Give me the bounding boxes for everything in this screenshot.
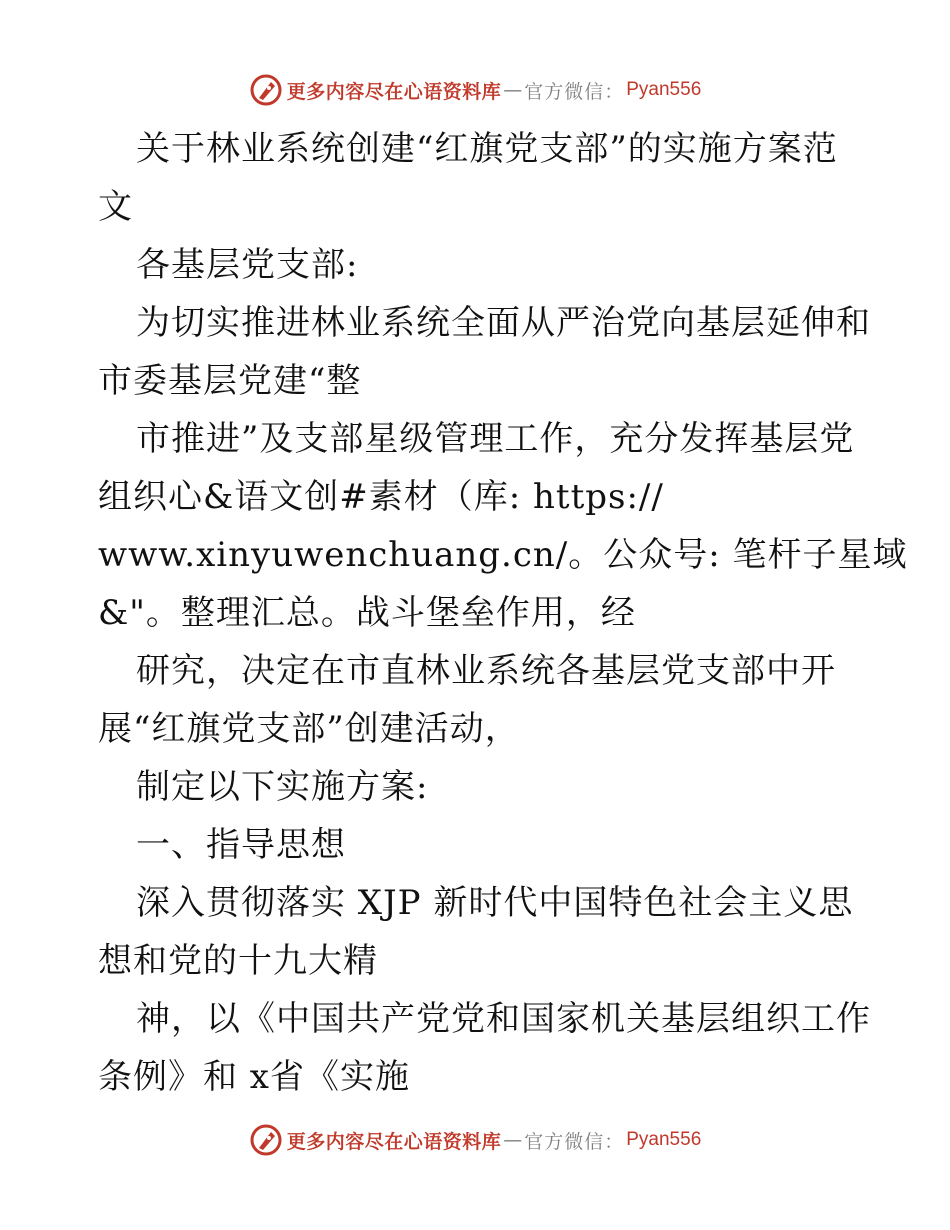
salutation: 各基层党支部: bbox=[136, 245, 359, 285]
watermark-site-text: 更多内容尽在心语资料库 bbox=[286, 1130, 502, 1153]
footer-watermark bbox=[0, 1120, 950, 1160]
paragraph-line: 条例》和 x省《实施 bbox=[98, 1057, 410, 1097]
watermark-official-text: 官方微信： bbox=[524, 80, 625, 103]
pen-nib-circle-icon bbox=[249, 73, 283, 107]
header-watermark bbox=[0, 70, 950, 110]
paragraph-line: 为切实推进林业系统全面从严治党向基层延伸和 bbox=[136, 303, 871, 343]
watermark-official-text: 官方微信： bbox=[524, 1130, 625, 1153]
pen-nib-circle-icon bbox=[249, 1123, 283, 1157]
paragraph-line: 市委基层党建“整 bbox=[98, 361, 362, 401]
watermark-wechat-id: Pyan556 bbox=[626, 79, 702, 100]
watermark-wechat-id: Pyan556 bbox=[626, 1129, 702, 1150]
document-title-line-1: 关于林业系统创建“红旗党支部”的实施方案范 bbox=[136, 129, 838, 169]
watermark-dash: — bbox=[503, 1129, 523, 1151]
paragraph-line: 研究，决定在市直林业系统各基层党支部中开 bbox=[136, 651, 836, 691]
document-body bbox=[98, 120, 908, 1106]
watermark-site-text: 更多内容尽在心语资料库 bbox=[286, 80, 502, 103]
paragraph-line: 神，以《中国共产党党和国家机关基层组织工作 bbox=[136, 999, 871, 1039]
section-heading: 一、指导思想 bbox=[136, 825, 346, 865]
paragraph-line: 市推进”及支部星级管理工作，充分发挥基层党 bbox=[136, 419, 855, 459]
paragraph-line: 展“红旗党支部”创建活动， bbox=[98, 709, 520, 749]
paragraph-line: 制定以下实施方案: bbox=[136, 767, 429, 807]
watermark-dash: — bbox=[503, 79, 523, 101]
paragraph-line: 深入贯彻落实 XJP 新时代中国特色社会主义思 bbox=[136, 883, 854, 923]
paragraph-line: 想和党的十九大精 bbox=[98, 941, 378, 981]
document-title-line-2: 文 bbox=[98, 187, 133, 227]
paragraph-line: &"。整理汇总。战斗堡垒作用，经 bbox=[98, 593, 636, 633]
paragraph-line: 组织心&语文创#素材（库: https:// bbox=[98, 477, 664, 517]
paragraph-line: www.xinyuwenchuang.cn/。公众号: 笔杆子星域 bbox=[98, 535, 908, 575]
